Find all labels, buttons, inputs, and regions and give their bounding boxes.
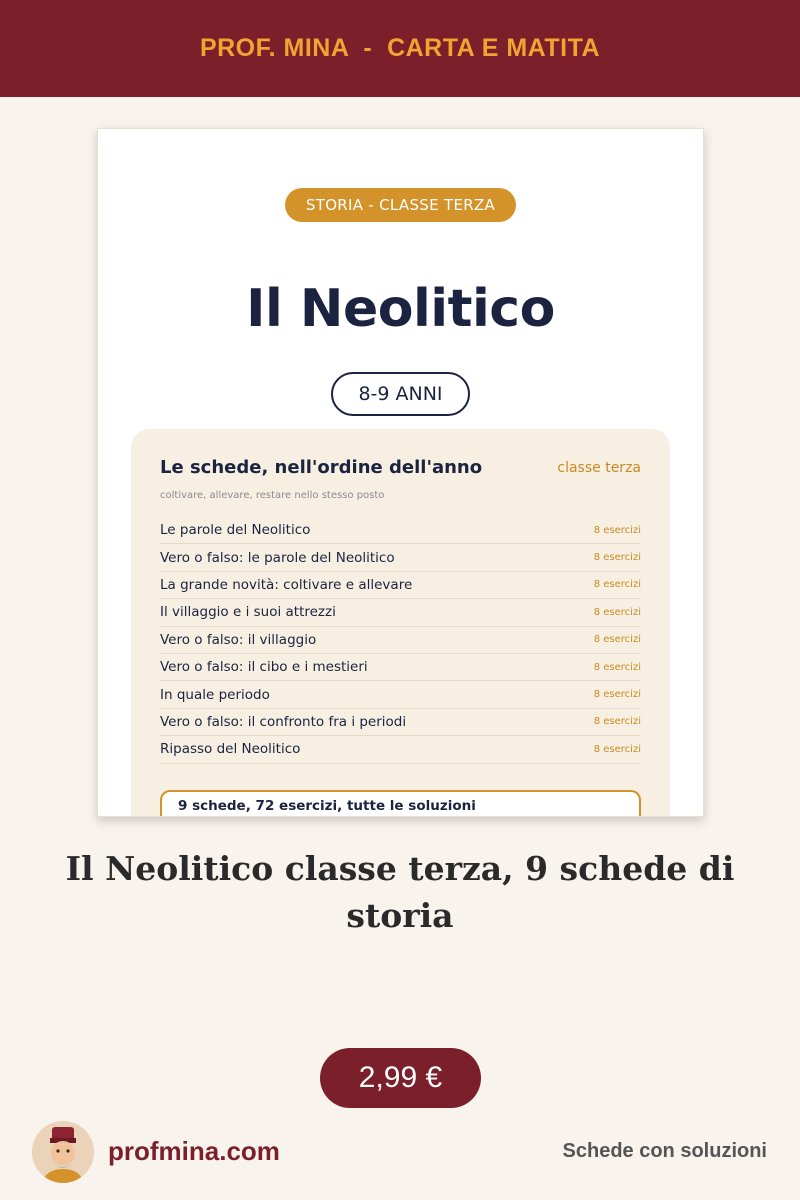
teacher-avatar-icon (32, 1121, 94, 1183)
list-item-title: La grande novità: coltivare e allevare (160, 576, 413, 593)
age-badge: 8-9 ANNI (331, 372, 470, 416)
avatar-illustration (32, 1121, 94, 1183)
list-item-count: 8 esercizi (593, 743, 641, 755)
price-badge[interactable]: 2,99 € (320, 1048, 481, 1108)
list-item-title: Vero o falso: il villaggio (160, 631, 317, 648)
summary-box: 9 schede, 72 esercizi, tutte le soluzioni (160, 790, 641, 817)
top-banner (0, 0, 800, 97)
list-item (160, 599, 641, 626)
list-item (160, 709, 641, 736)
list-item (160, 517, 641, 544)
list-item-count: 8 esercizi (593, 579, 641, 591)
list-item (160, 627, 641, 654)
list-item-count: 8 esercizi (593, 661, 641, 673)
list-item-count: 8 esercizi (593, 716, 641, 728)
list-item-title: Le parole del Neolitico (160, 522, 311, 539)
product-cover-image[interactable] (97, 128, 704, 817)
list-item-count: 8 esercizi (593, 606, 641, 618)
tagline: Schede con soluzioni (562, 1140, 767, 1162)
contents-class-label: classe terza (557, 460, 641, 476)
list-item-count: 8 esercizi (593, 524, 641, 536)
list-item-count: 8 esercizi (593, 689, 641, 701)
list-item (160, 572, 641, 599)
brand-title: PROF. MINA - CARTA E MATITA (199, 34, 601, 62)
product-title[interactable]: Il Neolitico classe terza, 9 schede di storia (65, 849, 735, 935)
site-link[interactable]: profmina.com (108, 1136, 280, 1166)
contents-title: Le schede, nell'ordine dell'anno (160, 457, 483, 478)
contents-list (160, 517, 641, 764)
list-item-count: 8 esercizi (593, 552, 641, 564)
subject-badge: STORIA - CLASSE TERZA (285, 188, 516, 222)
list-item (160, 544, 641, 571)
list-item-count: 8 esercizi (593, 634, 641, 646)
list-item (160, 736, 641, 763)
contents-panel (131, 429, 670, 817)
list-item-title: Vero o falso: le parole del Neolitico (160, 549, 395, 566)
list-item-title: In quale periodo (160, 686, 270, 703)
list-item (160, 654, 641, 681)
cover-title: Il Neolitico (246, 279, 555, 339)
list-item-title: Ripasso del Neolitico (160, 741, 301, 758)
contents-subtitle: coltivare, allevare, restare nello stesso posto (160, 490, 385, 501)
list-item-title: Il villaggio e i suoi attrezzi (160, 604, 336, 621)
list-item (160, 681, 641, 708)
list-item-title: Vero o falso: il confronto fra i periodi (160, 713, 407, 730)
list-item-title: Vero o falso: il cibo e i mestieri (160, 659, 368, 676)
